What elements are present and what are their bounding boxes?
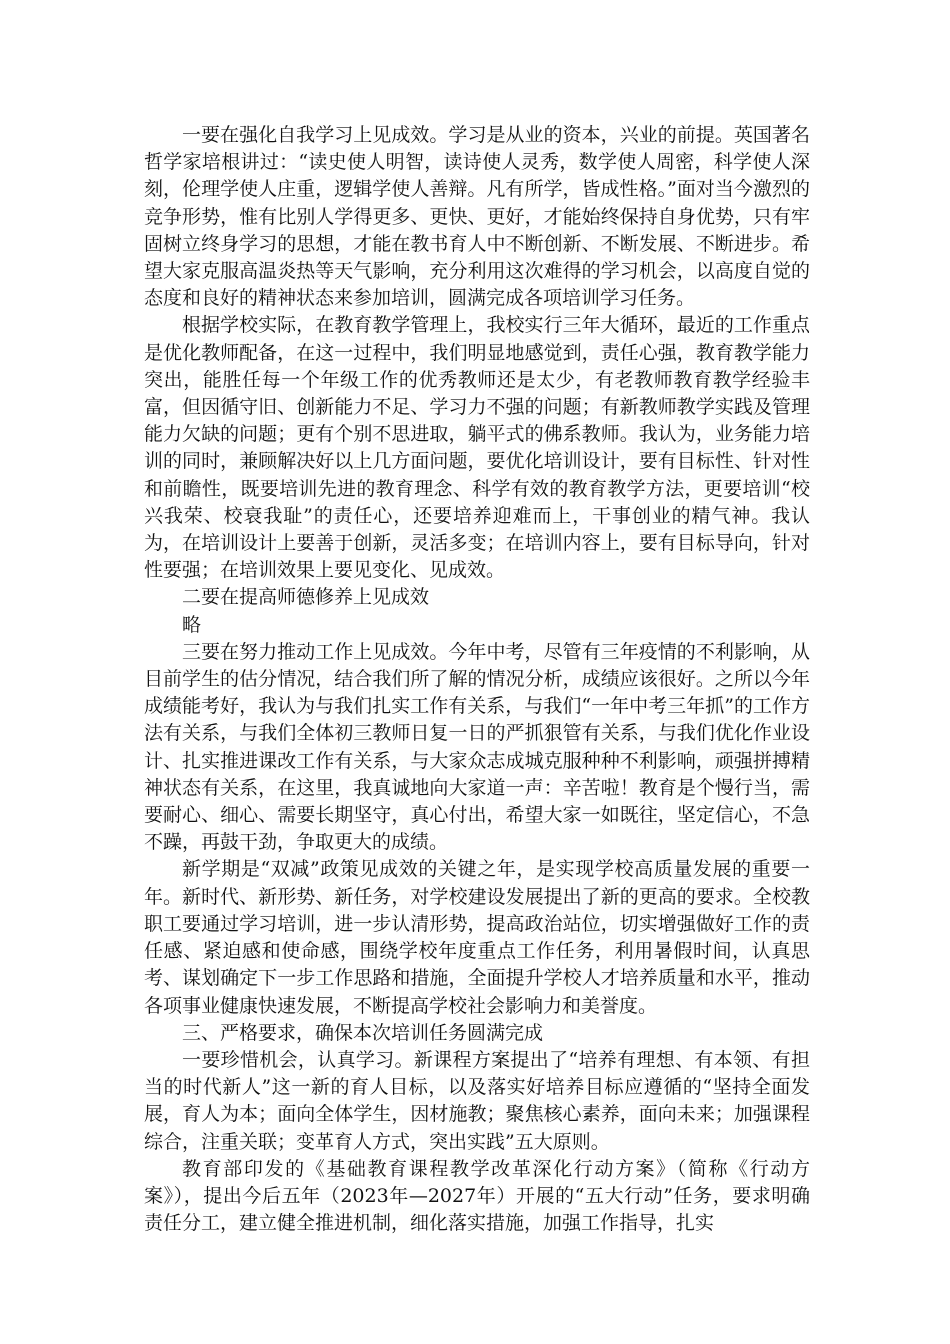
paragraph-action-plan: 教育部印发的《基础教育课程教学改革深化行动方案》（简称《行动方案》），提出今后五年（2023年—2027年）开展的“五大行动”任务，要求明确责任分工，建立健全推进机制，细化落实措施，加强工作指导，扎实 [144, 1157, 810, 1235]
heading-strict-requirements: 三、严格要求，确保本次培训任务圆满完成 [182, 1021, 544, 1044]
document-page [144, 122, 810, 1237]
paragraph-cherish-opportunity: 一要珍惜机会，认真学习。新课程方案提出了“培养有理想、有本领、有担当的时代新人”这一新的育人目标，以及落实好培养目标应遵循的“坚持全面发展，育人为本；面向全体学生，因材施教；聚焦核心素养，面向未来；加强课程综合，注重关联；变革育人方式，突出实践”五大原则。 [144, 1048, 810, 1153]
heading-teacher-ethics: 二要在提高师德修养上见成效 [182, 586, 430, 609]
paragraph-self-study: 一要在强化自我学习上见成效。学习是从业的资本，兴业的前提。英国著名哲学家培根讲过：“读史使人明智，读诗使人灵秀，数学使人周密，科学使人深刻，伦理学使人庄重，逻辑学使人善辩。凡有所学，皆成性格。”面对当今激烈的竞争形势，惟有比别人学得更多、更快、更好，才能始终保持自身优势，只有牢固树立终身学习的思想，才能在教书育人中不断创新、不断发展、不断进步。希望大家克服高温炎热等天气影响，充分利用这次难得的学习机会，以高度自觉的态度和良好的精神状态来参加培训，圆满完成各项培训学习任务。 [144, 124, 810, 310]
paragraph-school-reality: 根据学校实际，在教育教学管理上，我校实行三年大循环，最近的工作重点是优化教师配备，在这一过程中，我们明显地感觉到，责任心强，教育教学能力突出，能胜任每一个年级工作的优秀教师还是太少，有老教师教育教学经验丰富，但因循守旧、创新能力不足、学习力不强的问题；有新教师教学实践及管理能力欠缺的问题；更有个别不思进取，躺平式的佛系教师。我认为，业务能力培训的同时，兼顾解决好以上几方面问题，要优化培训设计，要有目标性、针对性和前瞻性，既要培训先进的教育理念、科学有效的教育教学方法，更要培训“校兴我荣、校衰我耻”的责任心，还要培养迎难而上，干事创业的精气神。我认为，在培训设计上要善于创新，灵活多变；在培训内容上，要有目标导向，针对性要强；在培训效果上要见变化、见成效。 [144, 314, 810, 582]
paragraph-new-semester: 新学期是“双减”政策见成效的关键之年，是实现学校高质量发展的重要一年。新时代、新形势、新任务，对学校建设发展提出了新的更高的要求。全校教职工要通过学习培训，进一步认清形势，提高政治站位，切实增强做好工作的责任感、紧迫感和使命感，围绕学校年度重点工作任务，利用暑假时间，认真思考、谋划确定下一步工作思路和措施，全面提升学校人才培养质量和水平，推动各项事业健康快速发展，不断提高学校社会影响力和美誉度。 [144, 858, 810, 1017]
paragraph-omitted: 略 [182, 613, 202, 636]
paragraph-promote-work: 三要在努力推动工作上见成效。今年中考，尽管有三年疫情的不利影响，从目前学生的估分情况，结合我们所了解的情况分析，成绩应该很好。之所以今年成绩能考好，我认为与我们扎实工作有关系，与我们“一年中考三年抓”的工作方法有关系，与我们全体初三教师日复一日的严抓狠管有关系，与我们优化作业设计、扎实推进课改工作有关系，与大家众志成城克服种种不利影响，顽强拼搏精神状态有关系，在这里，我真诚地向大家道一声：辛苦啦！教育是个慢行当，需要耐心、细心、需要长期坚守，真心付出，希望大家一如既往，坚定信心，不急不躁，再鼓干劲，争取更大的成绩。 [144, 640, 810, 854]
